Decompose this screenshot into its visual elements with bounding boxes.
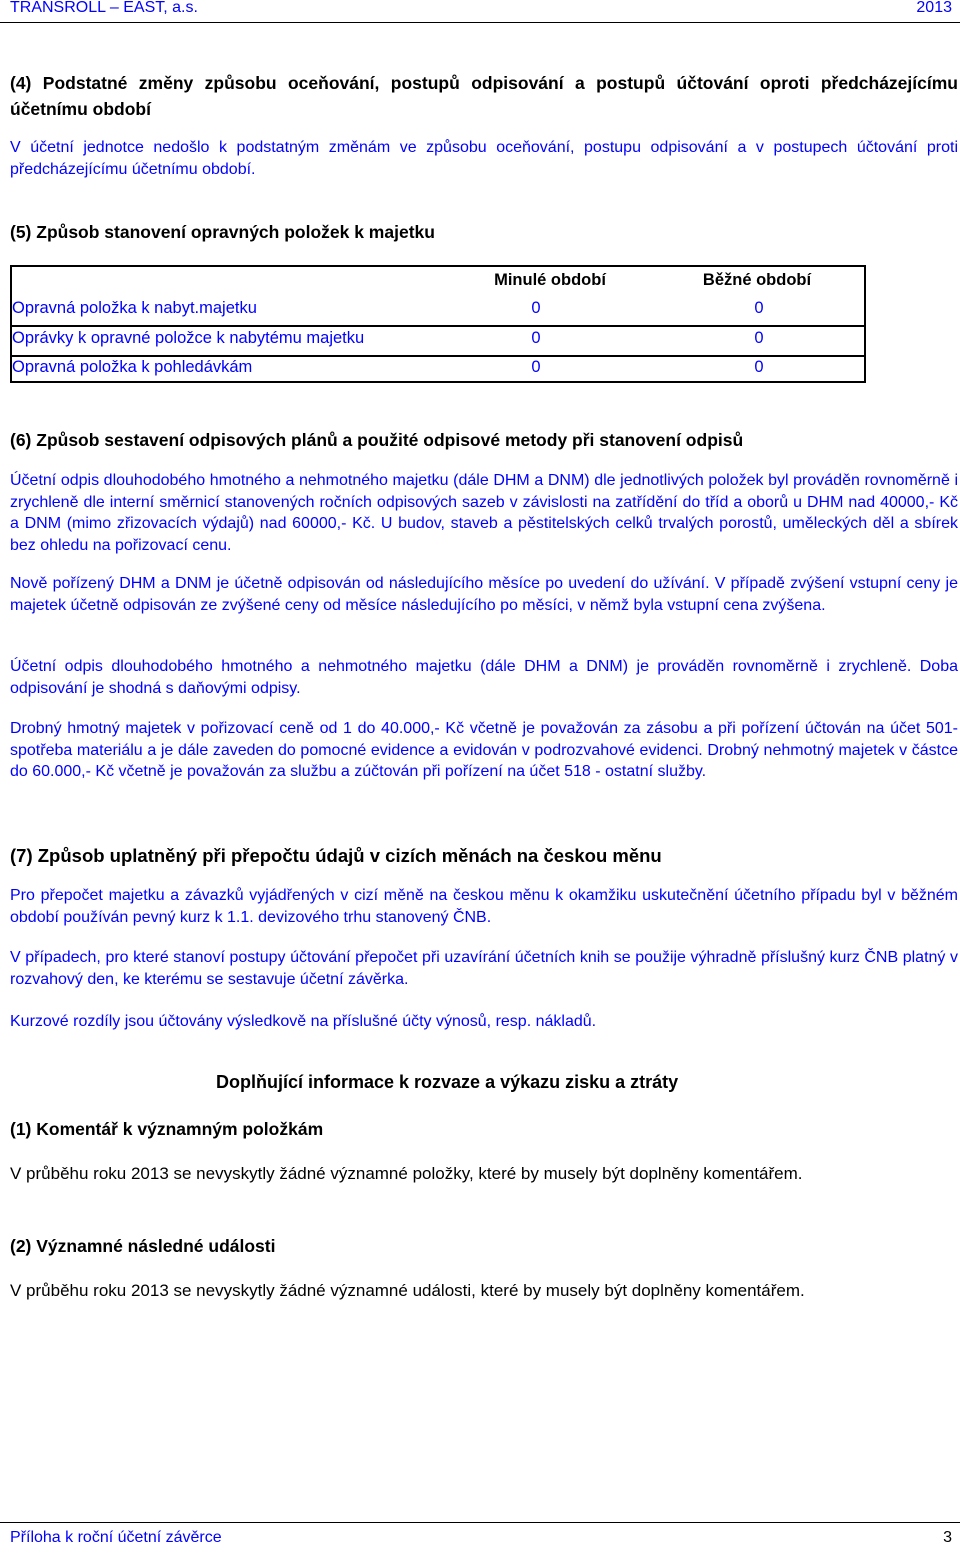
row-value-current: 0 — [754, 329, 764, 347]
table-row — [12, 355, 864, 384]
section-6-para-3: Účetní odpis dlouhodobého hmotného a nehmotného majetku (dále DHM a DNM) je prováděn rovnoměrně i zrychleně. Doba odpisování je shodná s daňovými odpisy. — [10, 658, 958, 697]
section-7-title: (7) Způsob uplatněný při přepočtu údajů v cizích měnách na českou měnu — [10, 845, 662, 866]
row-label: Opravná položka k nabyt.majetku — [12, 299, 257, 317]
supplement-title: Doplňující informace k rozvaze a výkazu zisku a ztráty — [216, 1072, 679, 1092]
supplement-1-title: (1) Komentář k významným položkám — [10, 1119, 324, 1139]
header-company: TRANSROLL – EAST, a.s. — [10, 0, 198, 16]
header-year: 2013 — [916, 0, 952, 16]
allowances-table — [10, 265, 866, 383]
section-6-para-1: Účetní odpis dlouhodobého hmotného a nehmotného majetku (dále DHM a DNM) dle jednotlivých položek byl prováděn rovnoměrně i zrychleně dle interní směrnicí stanovených ročních odpisových sazeb v závislosti na zatřídění do tříd a oborů u DHM nad 40000,- Kč a DNM (mimo zřizovacích výdajů) nad 60000,- Kč. U budov, staveb a pěstitelských celků trvalých porostů, uměleckých děl a sbírek bez ohledu na pořizovací cenu. — [10, 472, 958, 554]
col-header-current: Běžné období — [702, 271, 812, 289]
row-label: Oprávky k opravné položce k nabytému majetku — [12, 329, 365, 347]
section-7-para-3: Kurzové rozdíly jsou účtovány výsledkově na příslušné účty výnosů, resp. nákladů. — [10, 1013, 597, 1030]
row-value-previous: 0 — [531, 329, 541, 347]
section-5-title: (5) Způsob stanovení opravných položek k majetku — [10, 222, 435, 242]
supplement-2-title: (2) Významné následné události — [10, 1236, 276, 1256]
section-4-title: (4) Podstatné změny způsobu oceňování, postupů odpisování a postupů účtování oproti předcházejícímu účetnímu období — [10, 73, 958, 119]
supplement-2-text: V průběhu roku 2013 se nevyskytly žádné významné události, které by musely být doplněny komentářem. — [10, 1281, 805, 1300]
section-6-para-4: Drobný hmotný majetek v pořizovací ceně od 1 do 40.000,- Kč včetně je považován za zásobu a při pořízení účtován na účet 501- spotřeba materiálu a je dále zaveden do pomocné evidence a evidován v podrozvahové evidenci. Drobný nehmotný majetek v částce do 60.000,- Kč včetně je považován za službu a zúčtován při pořízení na účet 518 - ostatní služby. — [10, 720, 958, 780]
page-footer — [0, 1522, 960, 1553]
page-header — [0, 0, 960, 23]
section-7-para-1: Pro přepočet majetku a závazků vyjádřených v cizí měně na českou měnu k okamžiku uskutečnění účetního případu byl v běžném období používán pevný kurz k 1.1. devizového trhu stanovený ČNB. — [10, 887, 958, 926]
row-value-current: 0 — [754, 299, 764, 317]
row-label: Opravná položka k pohledávkám — [12, 358, 253, 376]
supplement-1-text: V průběhu roku 2013 se nevyskytly žádné významné položky, které by musely být doplněny komentářem. — [10, 1164, 803, 1183]
section-4-text: V účetní jednotce nedošlo k podstatným změnám ve způsobu oceňování, postupu odpisování a v postupech účtování proti předcházejícímu účetnímu období. — [10, 139, 958, 178]
row-value-previous: 0 — [531, 358, 541, 376]
section-7-para-2: V případech, pro které stanoví postupy účtování přepočet při uzavírání účetních knih se použije výhradně příslušný kurz ČNB platný v rozvahový den, ke kterému se sestavuje účetní závěrka. — [10, 949, 958, 988]
section-6-title: (6) Způsob sestavení odpisových plánů a použité odpisové metody při stanovení odpisů — [10, 430, 744, 450]
row-value-current: 0 — [754, 358, 764, 376]
row-divider — [12, 296, 864, 327]
page-number: 3 — [943, 1529, 952, 1546]
footer-label: Příloha k roční účetní závěrce — [10, 1529, 222, 1546]
section-6-para-2: Nově pořízený DHM a DNM je účetně odpisován od následujícího měsíce po uvedení do užívání. V případě zvýšení vstupní ceny je majetek účetně odpisován ze zvýšené ceny od měsíce následujícího po měsíci, v němž byla vstupní cena zvýšena. — [10, 575, 958, 614]
col-header-previous: Minulé období — [494, 271, 606, 289]
row-value-previous: 0 — [531, 299, 541, 317]
row-divider — [12, 326, 864, 357]
